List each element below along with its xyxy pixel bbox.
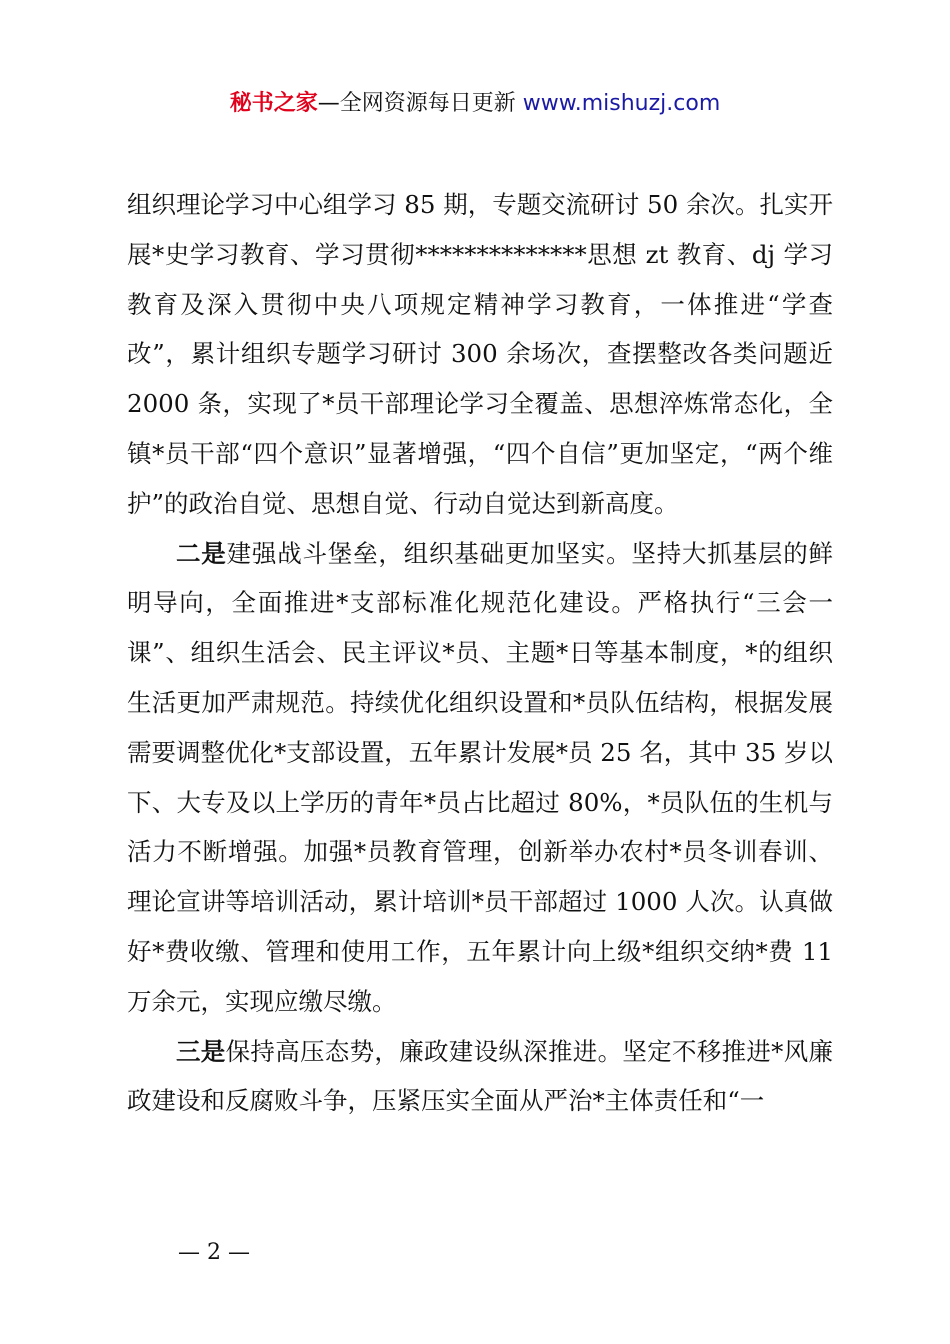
paragraph-item-2	[127, 529, 833, 1027]
paragraph-continuation	[127, 180, 833, 529]
site-slogan: —全网资源每日更新	[317, 91, 523, 116]
paragraph-item-3	[127, 1027, 833, 1127]
paragraph-text: 保持高压态势，廉政建设纵深推进。坚定不移推进*风廉政建设和反腐败斗争，压紧压实全面从严治*主体责任和“一	[127, 1036, 834, 1116]
paragraph-text: 建强战斗堡垒，组织基础更加坚实。坚持大抓基层的鲜明导向，全面推进*支部标准化规范化建设。严格执行“三会一课”、组织生活会、民主评议*员、主题*日等基本制度，*的组织生活更加严肃规范。持续优化组织设置和*员队伍结构，根据发展需要调整优化*支部设置，五年累计发展*员 25 名，其中 35 岁以下、大专及以上学历的青年*员占比超过 80%，*员队伍的生机与活力不断增强。加强*员教育管理，创新举办农村*员冬训春训、理论宣讲等培训活动，累计培训*员干部超过 1000 人次。认真做好*费收缴、管理和使用工作，五年累计向上级*组织交纳*费 11 万余元，实现应缴尽缴。	[127, 538, 834, 1016]
site-header	[0, 86, 950, 122]
paragraph-lead: 二是	[176, 538, 227, 568]
paragraph-lead: 三是	[176, 1036, 226, 1066]
document-body	[127, 180, 833, 1126]
page-number: — 2 —	[178, 1240, 250, 1265]
paragraph-text: 组织理论学习中心组学习 85 期，专题交流研讨 50 余次。扎实开展*史学习教育、学习贯彻**************思想 zt 教育、dj 学习教育及深入贯彻中央八项规定精神学习教育，一体推进“学查改”，累计组织专题学习研讨 300 余场次，查摆整改各类问题近 2000 条，实现了*员干部理论学习全覆盖、思想淬炼常态化，全镇*员干部“四个意识”显著增强，“四个自信”更加坚定，“两个维护”的政治自觉、思想自觉、行动自觉达到新高度。	[127, 190, 833, 518]
site-url-link[interactable]: www.mishuzj.com	[522, 91, 721, 116]
site-brand: 秘书之家	[229, 91, 318, 116]
